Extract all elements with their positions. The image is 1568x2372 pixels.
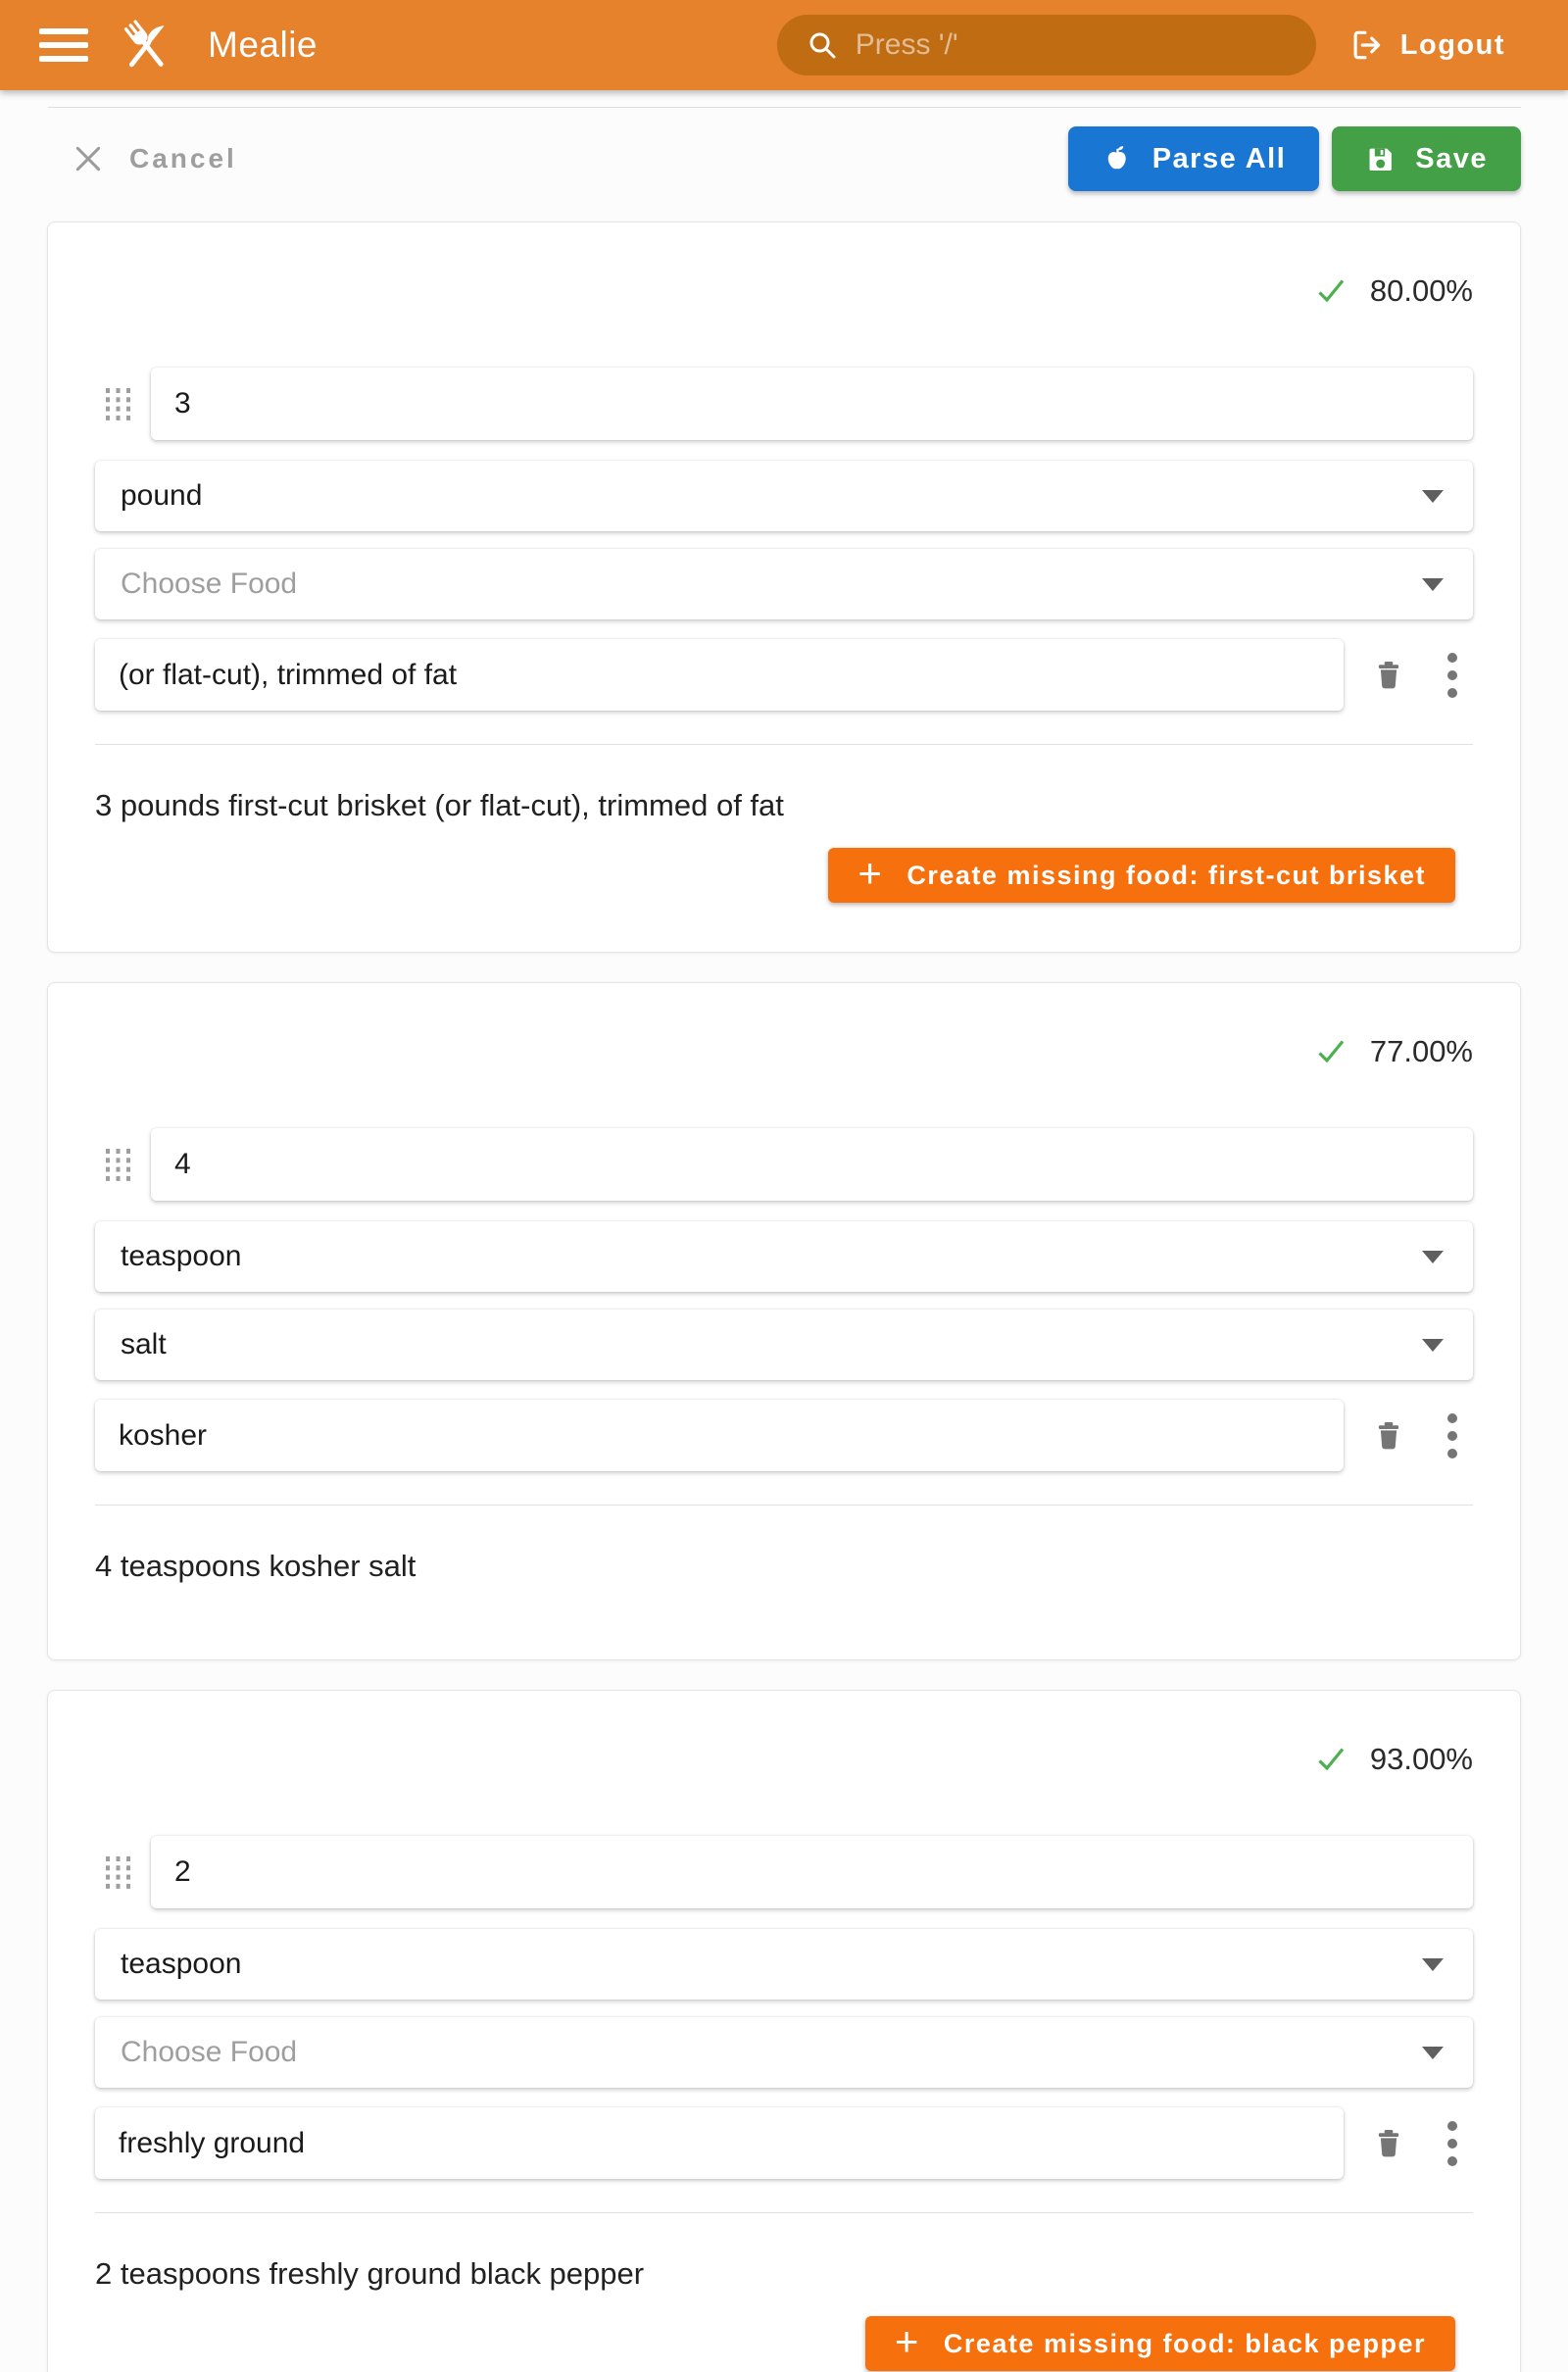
card-divider xyxy=(95,744,1473,745)
note-input[interactable] xyxy=(95,639,1344,711)
note-row xyxy=(95,1400,1473,1471)
search-icon xyxy=(807,29,838,61)
food-row xyxy=(95,1310,1473,1380)
save-label: Save xyxy=(1415,142,1488,174)
note-input[interactable] xyxy=(95,2107,1344,2179)
cancel-button[interactable] xyxy=(73,143,237,174)
save-icon xyxy=(1365,144,1396,174)
note-row xyxy=(95,639,1473,711)
close-icon xyxy=(73,143,104,174)
unit-select-value: teaspoon xyxy=(121,1240,242,1272)
original-ingredient-text: 3 pounds first-cut brisket (or flat-cut), trimmed of fat xyxy=(95,788,784,822)
quantity-field xyxy=(151,1836,1473,1908)
confidence-value: 93.00% xyxy=(1369,1742,1473,1776)
kebab-icon[interactable] xyxy=(1447,2117,1457,2170)
check-icon xyxy=(1313,1034,1348,1069)
dropdown-arrow-icon xyxy=(1422,1339,1444,1352)
logout-button[interactable] xyxy=(1349,27,1505,63)
content-top-divider xyxy=(48,107,1521,108)
quantity-field xyxy=(151,1128,1473,1201)
trash-icon xyxy=(1371,1418,1406,1454)
kebab-icon[interactable] xyxy=(1447,649,1457,702)
ingredient-card xyxy=(47,1690,1521,2372)
quantity-row xyxy=(95,1836,1473,1908)
delete-ingredient-button[interactable] xyxy=(1371,1418,1406,1454)
create-food-row xyxy=(95,2316,1473,2372)
food-select[interactable] xyxy=(95,549,1473,619)
dropdown-arrow-icon xyxy=(1422,578,1444,591)
quantity-input[interactable] xyxy=(151,368,1473,440)
food-select-value: salt xyxy=(121,1328,167,1360)
drag-handle-icon[interactable] xyxy=(105,387,131,421)
quantity-row xyxy=(95,368,1473,440)
unit-row xyxy=(95,461,1473,531)
search-bar[interactable] xyxy=(777,15,1316,75)
original-ingredient-text: 2 teaspoons freshly ground black pepper xyxy=(95,2256,645,2291)
logout-icon xyxy=(1349,27,1385,63)
app-header xyxy=(0,0,1568,90)
food-select[interactable] xyxy=(95,2017,1473,2088)
dropdown-arrow-icon xyxy=(1422,1958,1444,1971)
food-row xyxy=(95,2017,1473,2088)
confidence-value: 80.00% xyxy=(1369,273,1473,308)
ingredient-cards xyxy=(47,222,1521,2372)
ingredient-card xyxy=(47,222,1521,953)
quantity-row xyxy=(95,1128,1473,1201)
parse-all-button[interactable] xyxy=(1068,126,1320,191)
drag-handle-icon[interactable] xyxy=(105,1148,131,1182)
ingredient-card xyxy=(47,982,1521,1660)
food-select[interactable] xyxy=(95,1310,1473,1380)
note-row xyxy=(95,2107,1473,2179)
create-missing-food-label: Create missing food: first-cut brisket xyxy=(906,860,1426,890)
original-ingredient-text: 4 teaspoons kosher salt xyxy=(95,1549,416,1583)
menu-icon[interactable] xyxy=(39,26,88,64)
confidence-row xyxy=(95,1691,1473,1779)
unit-select[interactable] xyxy=(95,1929,1473,2000)
dropdown-arrow-icon xyxy=(1422,490,1444,503)
create-food-row xyxy=(95,848,1473,952)
app-logo-icon xyxy=(116,15,176,75)
note-field xyxy=(95,1400,1344,1471)
unit-select-value: teaspoon xyxy=(121,1948,242,1980)
card-divider xyxy=(95,1505,1473,1506)
confidence-row xyxy=(95,983,1473,1071)
unit-select-value: pound xyxy=(121,479,203,512)
search-input[interactable] xyxy=(856,28,1293,62)
drag-handle-icon[interactable] xyxy=(105,1855,131,1890)
food-select-value: Choose Food xyxy=(121,2036,298,2068)
unit-row xyxy=(95,1929,1473,2000)
note-field xyxy=(95,639,1344,711)
food-row xyxy=(95,549,1473,619)
dropdown-arrow-icon xyxy=(1422,1251,1444,1263)
unit-select[interactable] xyxy=(95,1221,1473,1292)
create-missing-food-button[interactable]: + Create missing food: black pepper xyxy=(865,2316,1455,2371)
check-icon xyxy=(1313,1742,1348,1777)
quantity-input[interactable] xyxy=(151,1836,1473,1908)
confidence-row xyxy=(95,222,1473,311)
app-title: Mealie xyxy=(208,25,318,65)
note-field xyxy=(95,2107,1344,2179)
food-select-value: Choose Food xyxy=(121,568,298,600)
quantity-field xyxy=(151,368,1473,440)
cancel-label: Cancel xyxy=(129,143,237,173)
quantity-input[interactable] xyxy=(151,1128,1473,1201)
trash-icon xyxy=(1371,658,1406,693)
unit-select[interactable] xyxy=(95,461,1473,531)
confidence-value: 77.00% xyxy=(1369,1034,1473,1068)
delete-ingredient-button[interactable] xyxy=(1371,658,1406,693)
parse-all-label: Parse All xyxy=(1152,142,1287,174)
apple-icon xyxy=(1102,143,1133,174)
kebab-icon[interactable] xyxy=(1447,1409,1457,1462)
dropdown-arrow-icon xyxy=(1422,2047,1444,2059)
create-missing-food-button[interactable]: + Create missing food: first-cut brisket xyxy=(828,848,1455,903)
trash-icon xyxy=(1371,2126,1406,2161)
parser-toolbar xyxy=(73,126,1521,191)
create-missing-food-label: Create missing food: black pepper xyxy=(943,2328,1426,2358)
unit-row xyxy=(95,1221,1473,1292)
note-input[interactable] xyxy=(95,1400,1344,1471)
logout-label: Logout xyxy=(1399,28,1505,61)
save-button[interactable] xyxy=(1332,126,1521,191)
delete-ingredient-button[interactable] xyxy=(1371,2126,1406,2161)
card-divider xyxy=(95,2212,1473,2213)
check-icon xyxy=(1313,273,1348,309)
